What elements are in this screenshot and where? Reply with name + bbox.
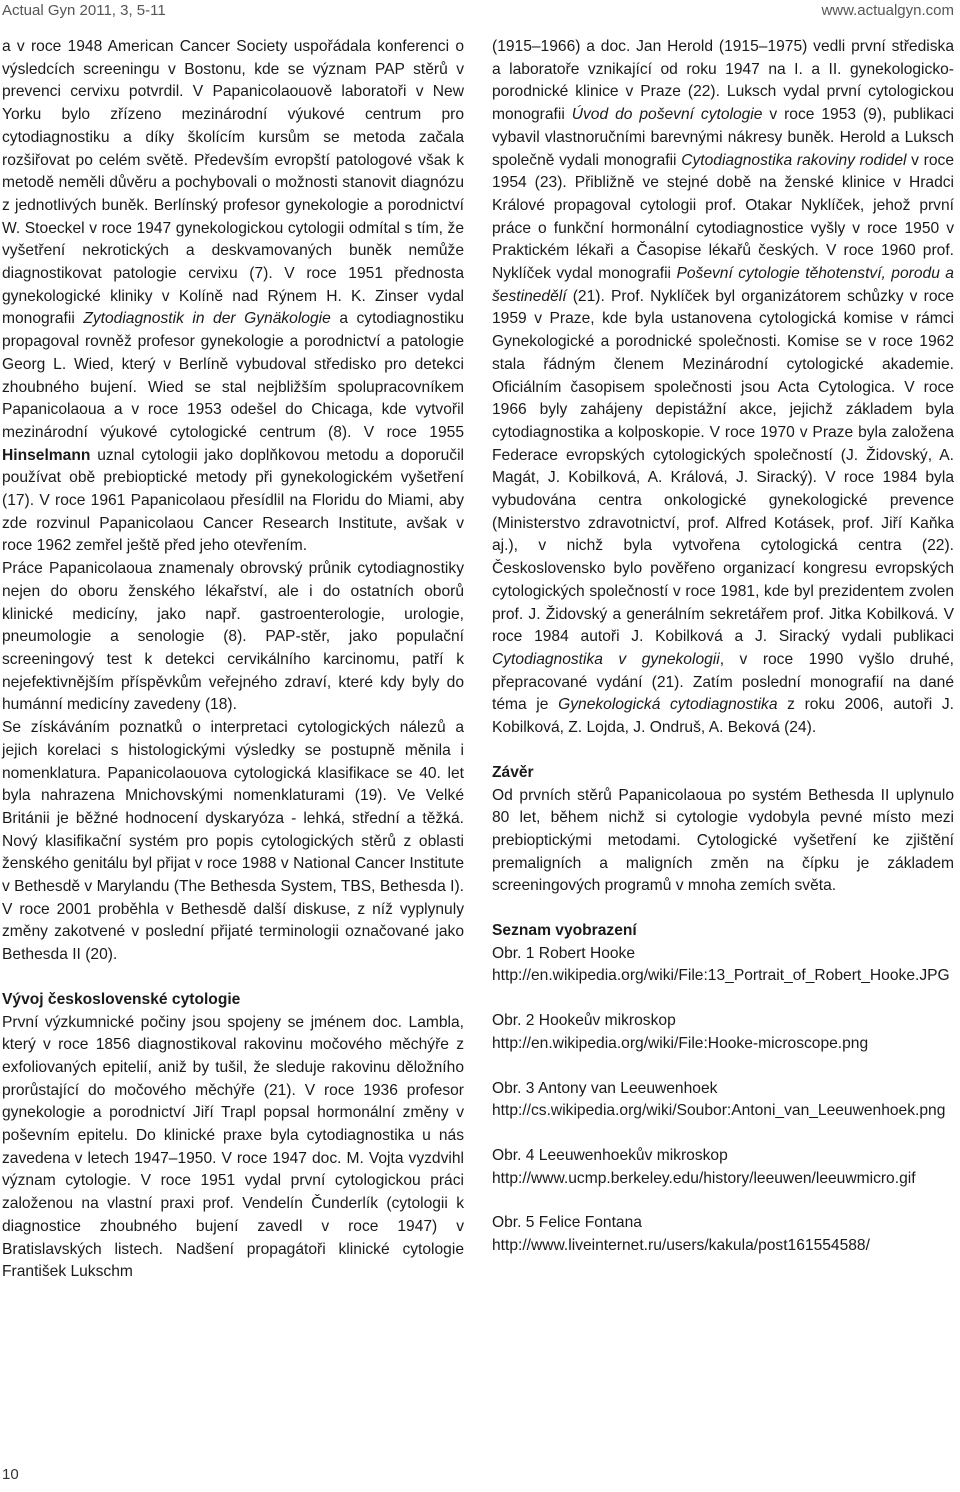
paragraph: Od prvních stěrů Papanicolaoua po systém Bethesda II uplynulo 80 let, během nichž si cytologie vydobyla pevné místo mezi prebioptickými metodami. Cytologické vyšetření ke zjištění premaligních a maligních změn na čípku je základem screeningových programů v mnoha zemích světa.: [492, 786, 954, 895]
right-column: [492, 36, 954, 1258]
journal-citation: Actual Gyn 2011, 3, 5-11: [2, 2, 166, 19]
figure-label: Obr. 4 Leeuwenhoekův mikroskop: [492, 1146, 728, 1164]
page-number: 10: [2, 1466, 19, 1483]
figure-label: Obr. 3 Antony van Leeuwenhoek: [492, 1079, 718, 1097]
paragraph: Se získáváním poznatků o interpretaci cytologických nálezů a jejich korelaci s histologickými výsledky se postupně měnila i nomenklatura. Papanicolaouova cytologická klasifikace se 40. let byla nahrazena Mnichovskými nomenklaturami (19). Ve Velké Británii je běžné hodnocení dyskaryóza - lehká, střední a těžká. Nový klasifikační systém pro popis cytologických stěrů z oblasti ženského genitálu byl přijat v roce 1988 v National Cancer Institute v Bethesdě v Marylandu (The Bethesda System, TBS, Bethesda I). V roce 2001 proběhla v Bethesdě další diskuse, z níž vyplynuly změny zakotvené v poslední přijaté terminologii označované jako Bethesda II (20).: [2, 719, 464, 964]
figure-link[interactable]: http://www.liveinternet.ru/users/kakula/post161554588/: [492, 1237, 870, 1255]
figure-label: Obr. 2 Hookeův mikroskop: [492, 1012, 676, 1030]
figure-label: Obr. 1 Robert Hooke: [492, 944, 636, 962]
paragraph: První výzkumnické počiny jsou spojeny se jménem doc. Lambla, který v roce 1856 diagnostikoval rakovinu močového měchýře z exfoliovaných epitelií, aniž by tušil, že sleduje rakovinu děložního prorůstající do močového měchýře (21). V roce 1936 profesor gynekologie a porodnictví Jiří Trapl popsal hormonální změny v poševním epitelu. Do klinické praxe byla cytodiagnostika u nás zavedena v letech 1947–1950. V roce 1947 doc. M. Vojta vyzdvihl význam cytologie. V roce 1951 vydal první cytologickou práci založenou na vlastní praxi prof. Vendelín Čunderlík (cytologii k diagnostice zhoubného bujení zavedl v roce 1947) v Bratislavských listech. Nadšení propagátoři klinické cytologie František Lukschm: [2, 1013, 464, 1281]
left-column: [2, 36, 464, 1284]
conclusion-heading: Závěr: [492, 763, 534, 781]
figure-link[interactable]: http://en.wikipedia.org/wiki/File:13_Portrait_of_Robert_Hooke.JPG: [492, 967, 950, 985]
figures-heading: Seznam vyobrazení: [492, 922, 637, 940]
figure-link[interactable]: http://en.wikipedia.org/wiki/File:Hooke-microscope.png: [492, 1034, 869, 1052]
paragraph: a v roce 1948 American Cancer Society uspořádala konferenci o výsledcích screeningu v Bostonu, kde se význam PAP stěrů v prevenci cervixu potvrdil. V Papanicolaouově laboratoři v New Yorku bylo zřízeno mezinárodní výukové centrum pro cytodiagnostiku a díky školícím kursům se metoda začala rozšiřovat po celém světě. Především evropští patologové však k metodě neměli důvěru a pochybovali o možnosti stanovit diagnózu z jednotlivých buněk. Berlínský profesor gynekologie a porodnictví W. Stoeckel v roce 1947 gynekologickou cytologii odmítal s tím, že vyšetření nekrotických a deskvamovaných buněk nemůže diagnostikovat patologie cervixu (7). V roce 1951 přednosta gynekologické kliniky v Kolíně nad Rýnem H. K. Zinser vydal monografii Zytodiagnostik in der Gynäkologie a cytodiagnostiku propagoval rovněž profesor gynekologie a porodnictví a patologie Georg L. Wied, který v Berlíně vybudoval středisko pro detekci zhoubného bujení. Wied se stal nejbližším spolupracovníkem Papanicolaoua a v roce 1953 odešel do Chicaga, kde vytvořil mezinárodní výukové cytologické centrum (8). V roce 1955 Hinselmann uznal cytologii jako doplňkovou metodu a doporučil používat obě prebioptické metody při gynekologickém vyšetření (17). V roce 1961 Papanicolaou přesídlil na Floridu do Miami, aby zde rozvinul Papanicolaou Cancer Research Institute, avšak v roce 1962 zemřel ještě před jeho otevřením.: [2, 38, 464, 555]
figure-list: [492, 943, 954, 1258]
figure-label: Obr. 5 Felice Fontana: [492, 1214, 642, 1232]
running-header: [0, 0, 960, 22]
section-heading: Vývoj československé cytologie: [2, 990, 241, 1008]
journal-url[interactable]: www.actualgyn.com: [821, 2, 954, 19]
figure-link[interactable]: http://www.ucmp.berkeley.edu/history/leeuwen/leeuwmicro.gif: [492, 1169, 916, 1187]
figure-link[interactable]: http://cs.wikipedia.org/wiki/Soubor:Antoni_van_Leeuwenhoek.png: [492, 1102, 946, 1120]
paragraph: Práce Papanicolaoua znamenaly obrovský průnik cytodiagnostiky nejen do oboru ženského lékařství, ale i do ostatních oborů klinické medicíny, jako např. gastroenterologie, urologie, pneumologie a senologie (8). PAP-stěr, jako populační screeningový test k detekci cervikálního karcinomu, patří k nejefektivnějším příspěvkům veřejného zdraví, které kdy byly do humánní medicíny zavedeny (18).: [2, 560, 464, 714]
paragraph: (1915–1966) a doc. Jan Herold (1915–1975) vedli první střediska a laboratoře vznikající od roku 1947 na I. a II. gynekologicko-porodnické klinice v Praze (22). Luksch vydal první cytologickou monografii Úvod do poševní cytologie v roce 1953 (9), publikaci vybavil vlastnoručními barevnými nákresy buněk. Herold a Luksch společně vydali monografii Cytodiagnostika rakoviny rodidel v roce 1954 (23). Přibližně ve stejné době na ženské klinice v Hradci Králové propagoval cytologii prof. Otakar Nyklíček, jehož první práce o funkční hormonální cytodiagnostice vyšly v roce 1950 v Praktickém lékaři a Časopise lékařů českých. V roce 1960 prof. Nyklíček vydal monografii Poševní cytologie těhotenství, porodu a šestinedělí (21). Prof. Nyklíček byl organizátorem schůzky v roce 1959 v Praze, kde byla ustanovena cytologická komise v rámci Gynekologické a porodnické společnosti. Komise se v roce 1962 stala řádným členem Mezinárodní cytologické akademie. Oficiálním časopisem společnosti jsou Acta Cytologica. V roce 1966 byly zahájeny depistážní akce, jejichž základem byla cytodiagnostika a kolposkopie. V roce 1970 v Praze byla založena Federace evropských cytologických společností (J. Židovský, A. Magát, J. Kobilková, A. Králová, J. Siracký). V roce 1984 byla vybudována centra onkologické gynekologické prevence (Ministerstvo zdravotnictví, prof. Alfred Kotásek, prof. Jiří Kaňka aj.), v nichž byla vytvořena cytologická centra (22). Československo bylo pověřeno organizací kongresu evropských cytologických společností v roce 1981, kde byl prezidentem zvolen prof. J. Židovský a generálním sekretářem prof. Jitka Kobilková. V roce 1984 autoři J. Kobilková a J. Siracký vydali publikaci Cytodiagnostika v gynekologii, v roce 1990 vyšlo druhé, přepracované vydání (21). Zatím poslední monografií na dané téma je Gynekologická cytodiagnostika z roku 2006, autoři J. Kobilková, Z. Lojda, J. Ondruš, A. Beková (24).: [492, 38, 955, 737]
